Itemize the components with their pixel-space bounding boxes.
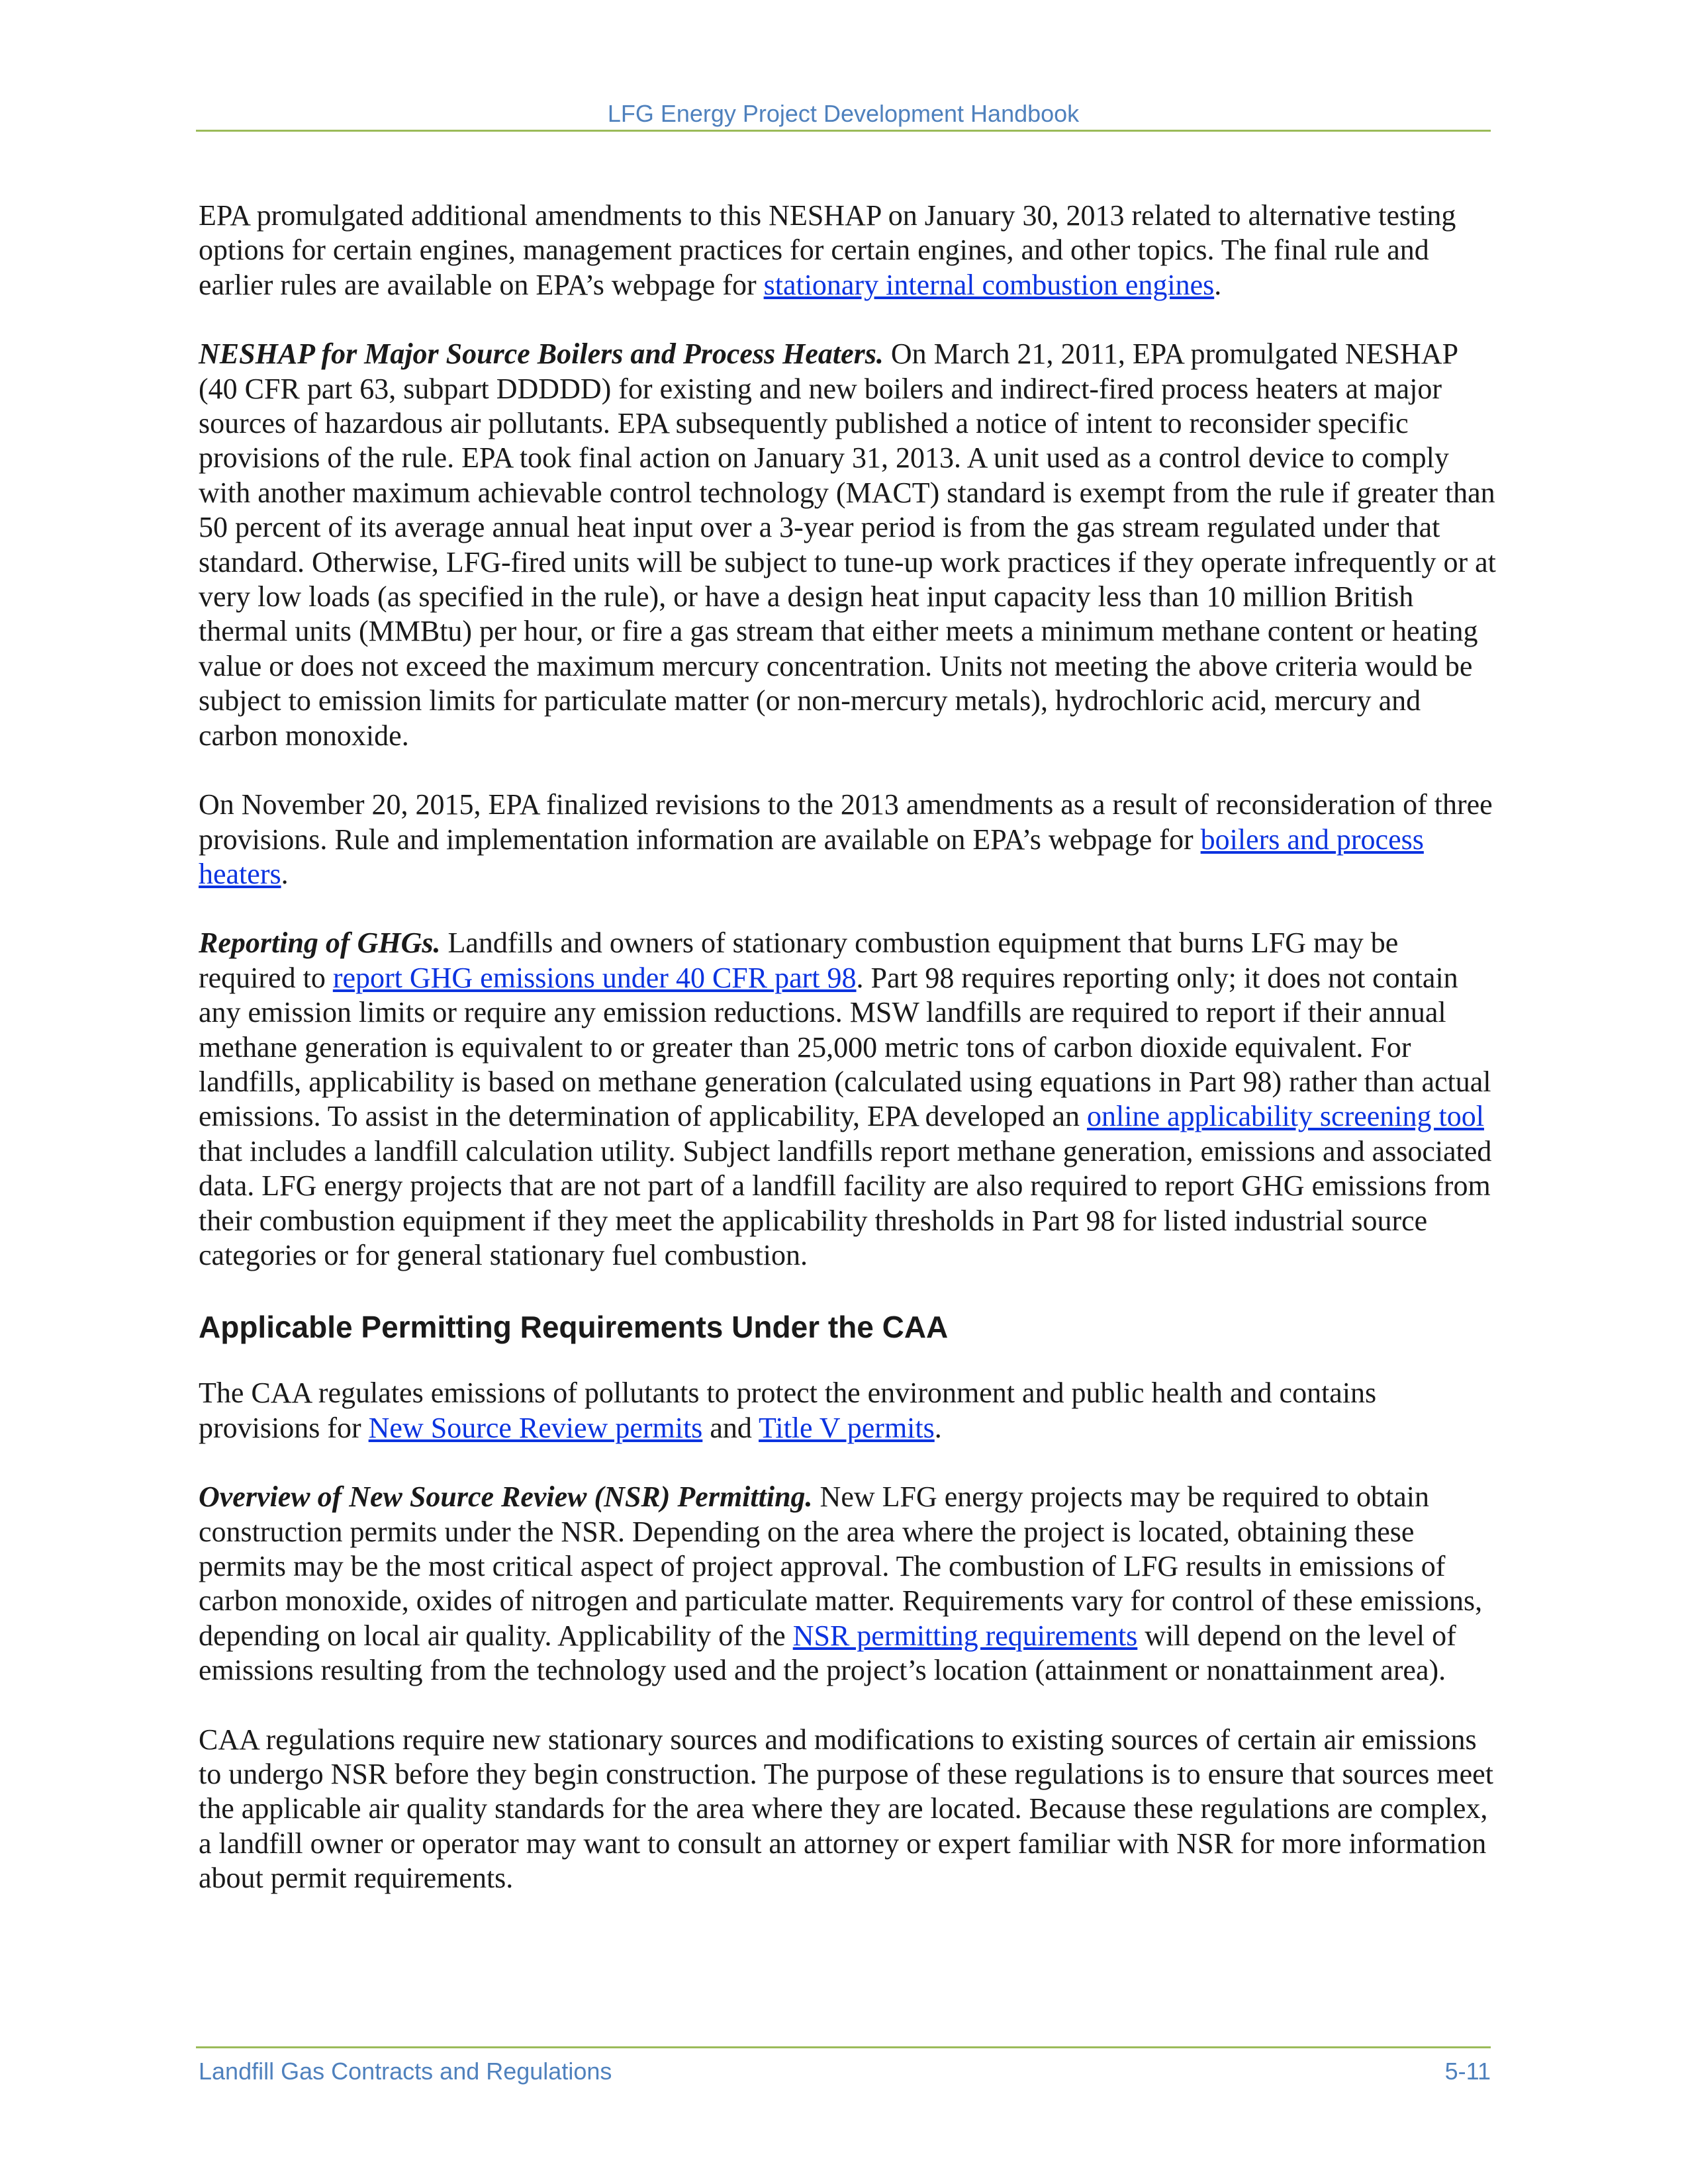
paragraph-text: that includes a landfill calculation utility. Subject landfills report methane generation, emissions and associated data. LFG energy projects that are not part of a landfill facility are also required to report GHG emissions from their combustion equipment if they meet the applicability thresholds in Part 98 for listed industrial source categories or for general stationary fuel combustion.: [199, 1134, 1492, 1271]
footer-chapter-title: Landfill Gas Contracts and Regulations: [199, 2058, 612, 2085]
paragraph-text: .: [934, 1411, 942, 1444]
paragraph-text: On March 21, 2011, EPA promulgated NESHAP (40 CFR part 63, subpart DDDDD) for existing and new boilers and indirect-fired process heaters at major sources of hazardous air pollutants. EPA subsequently published a notice of intent to reconsider specific provisions of the rule. EPA took final action on January 31, 2013. A unit used as a control device to comply with another maximum achievable control technology (MACT) standard is exempt from the rule if greater than 50 percent of its average annual heat input over a 3-year period is from the gas stream regulated under that standard. Otherwise, LFG-fired units will be subject to tune-up work practices if they operate infrequently or at very low loads (as specified in the rule), or have a design heat input capacity less than 10 million British thermal units (MMBtu) per hour, or fire a gas stream that either meets a minimum methane content or heating value or does not exceed the maximum mercury concentration. Units not meeting the above criteria would be subject to emission limits for particulate matter (or non-mercury metals), hydrochloric acid, mercury and carbon monoxide.: [199, 338, 1496, 752]
header-rule: [196, 130, 1491, 132]
link-online-applicability-screening-tool[interactable]: online applicability screening tool: [1087, 1100, 1484, 1133]
paragraph-4: [199, 926, 1496, 1273]
paragraph-text: .: [1214, 268, 1222, 301]
run-in-heading: NESHAP for Major Source Boilers and Process Heaters.: [199, 338, 884, 371]
paragraph-text: Landfills and owners of stationary combustion equipment that burns LFG may be required to: [199, 927, 1399, 994]
paragraph-5: [199, 1376, 1496, 1445]
paragraph-2: [199, 337, 1496, 753]
page-number: 5-11: [1444, 2058, 1491, 2085]
paragraph-text: . Part 98 requires reporting only; it does not contain any emission limits or require any emission reductions. MSW landfills are required to report if their annual methane generation is equivalent to or greater than 25,000 metric tons of carbon dioxide equivalent. For landfills, applicability is based on methane generation (calculated using equations in Part 98) rather than actual emissions. To assist in the determination of applicability, EPA developed an: [199, 961, 1491, 1133]
link-title-v-permits[interactable]: Title V permits: [759, 1411, 935, 1444]
link-report-ghg-emissions[interactable]: report GHG emissions under 40 CFR part 98: [332, 961, 857, 994]
paragraph-text: CAA regulations require new stationary sources and modifications to existing sources of certain air emissions to undergo NSR before they begin construction. The purpose of these regulations is to ensure that sources meet the applicable air quality standards for the area where they are located. Because these regulations are complex, a landfill owner or operator may want to consult an attorney or expert familiar with NSR for more information about permit requirements.: [199, 1723, 1493, 1895]
run-in-heading: Reporting of GHGs.: [199, 927, 441, 960]
paragraph-text: and: [702, 1411, 759, 1444]
paragraph-text: .: [281, 857, 289, 890]
paragraph-7: [199, 1723, 1496, 1896]
paragraph-text: On November 20, 2015, EPA finalized revisions to the 2013 amendments as a result of reconsideration of three provisions. Rule and implementation information are available on EPA’s webpage for: [199, 788, 1493, 856]
footer-rule: [196, 2046, 1491, 2048]
paragraph-text: New LFG energy projects may be required to obtain construction permits under the NSR. Depending on the area where the project is located, obtaining these permits may be the most critical aspect of project approval. The combustion of LFG results in emissions of carbon monoxide, oxides of nitrogen and particulate matter. Requirements vary for control of these emissions, depending on local air quality. Applicability of the: [199, 1480, 1483, 1652]
link-nsr-permitting-requirements[interactable]: NSR permitting requirements: [792, 1619, 1138, 1652]
paragraph-3: [199, 788, 1496, 891]
body-content: [199, 199, 1496, 1931]
link-stationary-internal-combustion-engines[interactable]: stationary internal combustion engines: [763, 268, 1215, 301]
link-boilers-and-process-heaters[interactable]: boilers and process heaters: [199, 823, 1424, 890]
paragraph-text: EPA promulgated additional amendments to this NESHAP on January 30, 2013 related to alternative testing options for certain engines, management practices for certain engines, and other topics. The final rule and earlier rules are available on EPA’s webpage for: [199, 199, 1456, 301]
paragraph-text: The CAA regulates emissions of pollutants to protect the environment and public health and contains provisions for: [199, 1377, 1377, 1444]
paragraph-text: will depend on the level of emissions resulting from the technology used and the project’s location (attainment or nonattainment area).: [199, 1619, 1456, 1687]
paragraph-6: [199, 1480, 1496, 1688]
section-heading: Applicable Permitting Requirements Under the CAA: [199, 1310, 949, 1345]
paragraph-1: [199, 199, 1496, 302]
link-new-source-review-permits[interactable]: New Source Review permits: [368, 1411, 703, 1444]
running-header: LFG Energy Project Development Handbook: [607, 100, 1080, 127]
run-in-heading: Overview of New Source Review (NSR) Permitting.: [199, 1480, 813, 1514]
